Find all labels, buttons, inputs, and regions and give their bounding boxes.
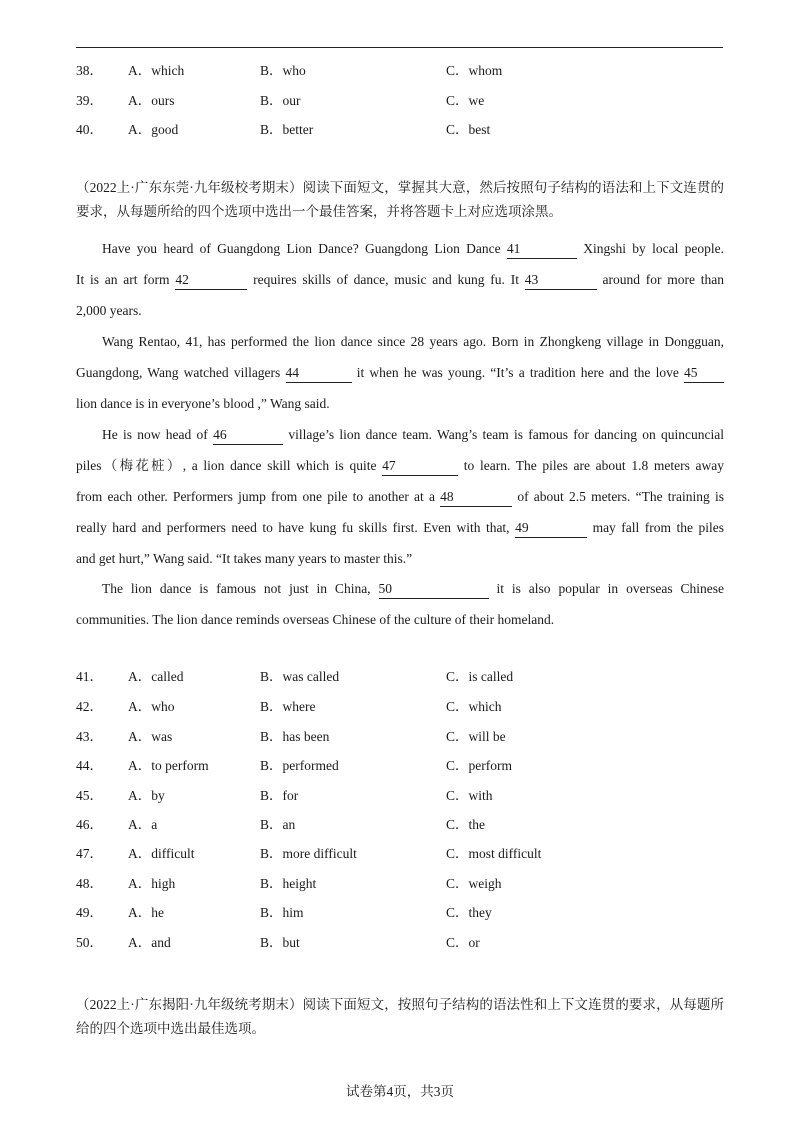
section-instructions: （2022上·广东揭阳·九年级统考期末）阅读下面短文，按照句子结构的语法性和上下文连贯的要求，从每题所给的四个选项中选出最佳选项。	[76, 997, 724, 1036]
passage-line	[76, 357, 724, 388]
passage-line	[76, 419, 724, 450]
header-rule	[76, 47, 723, 48]
option-a[interactable]: A．was	[128, 729, 173, 744]
page-footer: 试卷第4页，共3页	[346, 1084, 454, 1099]
option-c[interactable]: C．most difficult	[446, 846, 542, 861]
option-c[interactable]: C．they	[446, 905, 492, 920]
passage-text: He is now head of	[102, 427, 208, 442]
option-c[interactable]: C．will be	[446, 729, 506, 744]
option-b[interactable]: B．has been	[260, 729, 330, 744]
option-b[interactable]: B．better	[260, 122, 314, 137]
option-a[interactable]: A．good	[128, 122, 179, 137]
option-a[interactable]: A．to perform	[128, 758, 209, 773]
passage-line	[76, 233, 724, 264]
passage-text: it is also popular in overseas Chinese	[496, 581, 725, 596]
option-a[interactable]: A．high	[128, 876, 176, 891]
option-a[interactable]: A．by	[128, 788, 165, 803]
passage-text: may fall from the piles	[592, 520, 725, 535]
option-c[interactable]: C．with	[446, 788, 493, 803]
blank-43: 43	[525, 272, 597, 290]
question-number: 45．	[76, 788, 103, 803]
option-c[interactable]: C．is called	[446, 669, 514, 684]
question-number: 38．	[76, 63, 103, 78]
question-number: 41．	[76, 669, 103, 684]
passage-text: It is an art form	[76, 272, 170, 287]
passage-text: Guangdong, Wang watched villagers	[76, 365, 281, 380]
blank-49: 49	[515, 520, 587, 538]
option-b[interactable]: B．for	[260, 788, 299, 803]
passage-text: it when he was young. “It’s a tradition here and the love	[356, 365, 679, 380]
passage-text: piles（梅花桩）, a lion dance skill which is quite	[76, 458, 377, 473]
option-b[interactable]: B．more difficult	[260, 846, 357, 861]
blank-44: 44	[286, 365, 352, 383]
passage-text: from each other. Performers jump from one pile to another at a	[76, 489, 435, 504]
question-number: 40．	[76, 122, 103, 137]
passage-text: of about 2.5 meters. “The training is	[517, 489, 725, 504]
section-instructions: （2022上·广东东莞·九年级校考期末）阅读下面短文，掌握其大意，然后按照句子结构的语法和上下文连贯的要求，从每题所给的四个选项中选出一个最佳答案，并将答题卡上对应选项涂黑。	[76, 180, 724, 219]
option-b[interactable]: B．performed	[260, 758, 339, 773]
passage-line	[76, 512, 724, 543]
question-number: 48．	[76, 876, 103, 891]
option-c[interactable]: C．or	[446, 935, 480, 950]
passage-line	[76, 481, 724, 512]
option-a[interactable]: A．ours	[128, 93, 175, 108]
blank-45: 45	[684, 365, 724, 383]
passage-text: around for more than	[602, 272, 725, 287]
option-a[interactable]: A．a	[128, 817, 158, 832]
option-c[interactable]: C．we	[446, 93, 485, 108]
passage-text: 2,000 years.	[76, 303, 142, 318]
passage-line	[76, 573, 724, 604]
passage-line	[76, 326, 724, 357]
option-c[interactable]: C．perform	[446, 758, 512, 773]
passage-line	[76, 543, 724, 574]
question-number: 39．	[76, 93, 103, 108]
passage-text: to learn. The piles are about 1.8 meters away	[463, 458, 725, 473]
option-b[interactable]: B．but	[260, 935, 300, 950]
question-number: 44．	[76, 758, 103, 773]
option-b[interactable]: B．was called	[260, 669, 340, 684]
option-b[interactable]: B．our	[260, 93, 301, 108]
passage-line	[76, 604, 724, 635]
question-number: 43．	[76, 729, 103, 744]
option-c[interactable]: C．whom	[446, 63, 503, 78]
option-a[interactable]: A．and	[128, 935, 171, 950]
passage-text: communities. The lion dance reminds overseas Chinese of the culture of their homeland.	[76, 612, 555, 627]
option-b[interactable]: B．him	[260, 905, 304, 920]
option-c[interactable]: C．weigh	[446, 876, 502, 891]
passage-line	[76, 388, 724, 419]
option-a[interactable]: A．who	[128, 699, 175, 714]
passage-text: The lion dance is famous not just in China,	[102, 581, 371, 596]
passage-line	[76, 264, 724, 295]
passage-text: lion dance is in everyone’s blood ,” Wang said.	[76, 396, 330, 411]
passage-text: Wang Rentao, 41, has performed the lion dance since 28 years ago. Born in Zhongkeng village in Dongguan,	[102, 334, 724, 349]
option-c[interactable]: C．which	[446, 699, 502, 714]
blank-41: 41	[507, 241, 577, 259]
option-a[interactable]: A．difficult	[128, 846, 195, 861]
passage-text: Have you heard of Guangdong Lion Dance? Guangdong Lion Dance	[102, 241, 501, 256]
blank-42: 42	[175, 272, 247, 290]
blank-48: 48	[440, 489, 512, 507]
passage-line	[76, 295, 724, 326]
question-number: 47．	[76, 846, 103, 861]
option-b[interactable]: B．who	[260, 63, 306, 78]
option-c[interactable]: C．best	[446, 122, 491, 137]
passage-text: and get hurt,” Wang said. “It takes many years to master this.”	[76, 551, 413, 566]
passage-text: requires skills of dance, music and kung fu. It	[253, 272, 519, 287]
blank-47: 47	[382, 458, 458, 476]
option-b[interactable]: B．height	[260, 876, 317, 891]
passage-line	[76, 450, 724, 481]
option-b[interactable]: B．where	[260, 699, 316, 714]
blank-50: 50	[379, 581, 489, 599]
option-a[interactable]: A．he	[128, 905, 164, 920]
question-number: 46．	[76, 817, 103, 832]
question-number: 50．	[76, 935, 103, 950]
option-a[interactable]: A．which	[128, 63, 185, 78]
option-b[interactable]: B．an	[260, 817, 296, 832]
passage-text: Xingshi by local people.	[583, 241, 724, 256]
blank-46: 46	[213, 427, 283, 445]
passage-text: really hard and performers need to have kung fu skills first. Even with that,	[76, 520, 510, 535]
option-c[interactable]: C．the	[446, 817, 485, 832]
question-number: 42．	[76, 699, 103, 714]
option-a[interactable]: A．called	[128, 669, 184, 684]
question-number: 49．	[76, 905, 103, 920]
passage-text: village’s lion dance team. Wang’s team is famous for dancing on quincuncial	[288, 427, 725, 442]
